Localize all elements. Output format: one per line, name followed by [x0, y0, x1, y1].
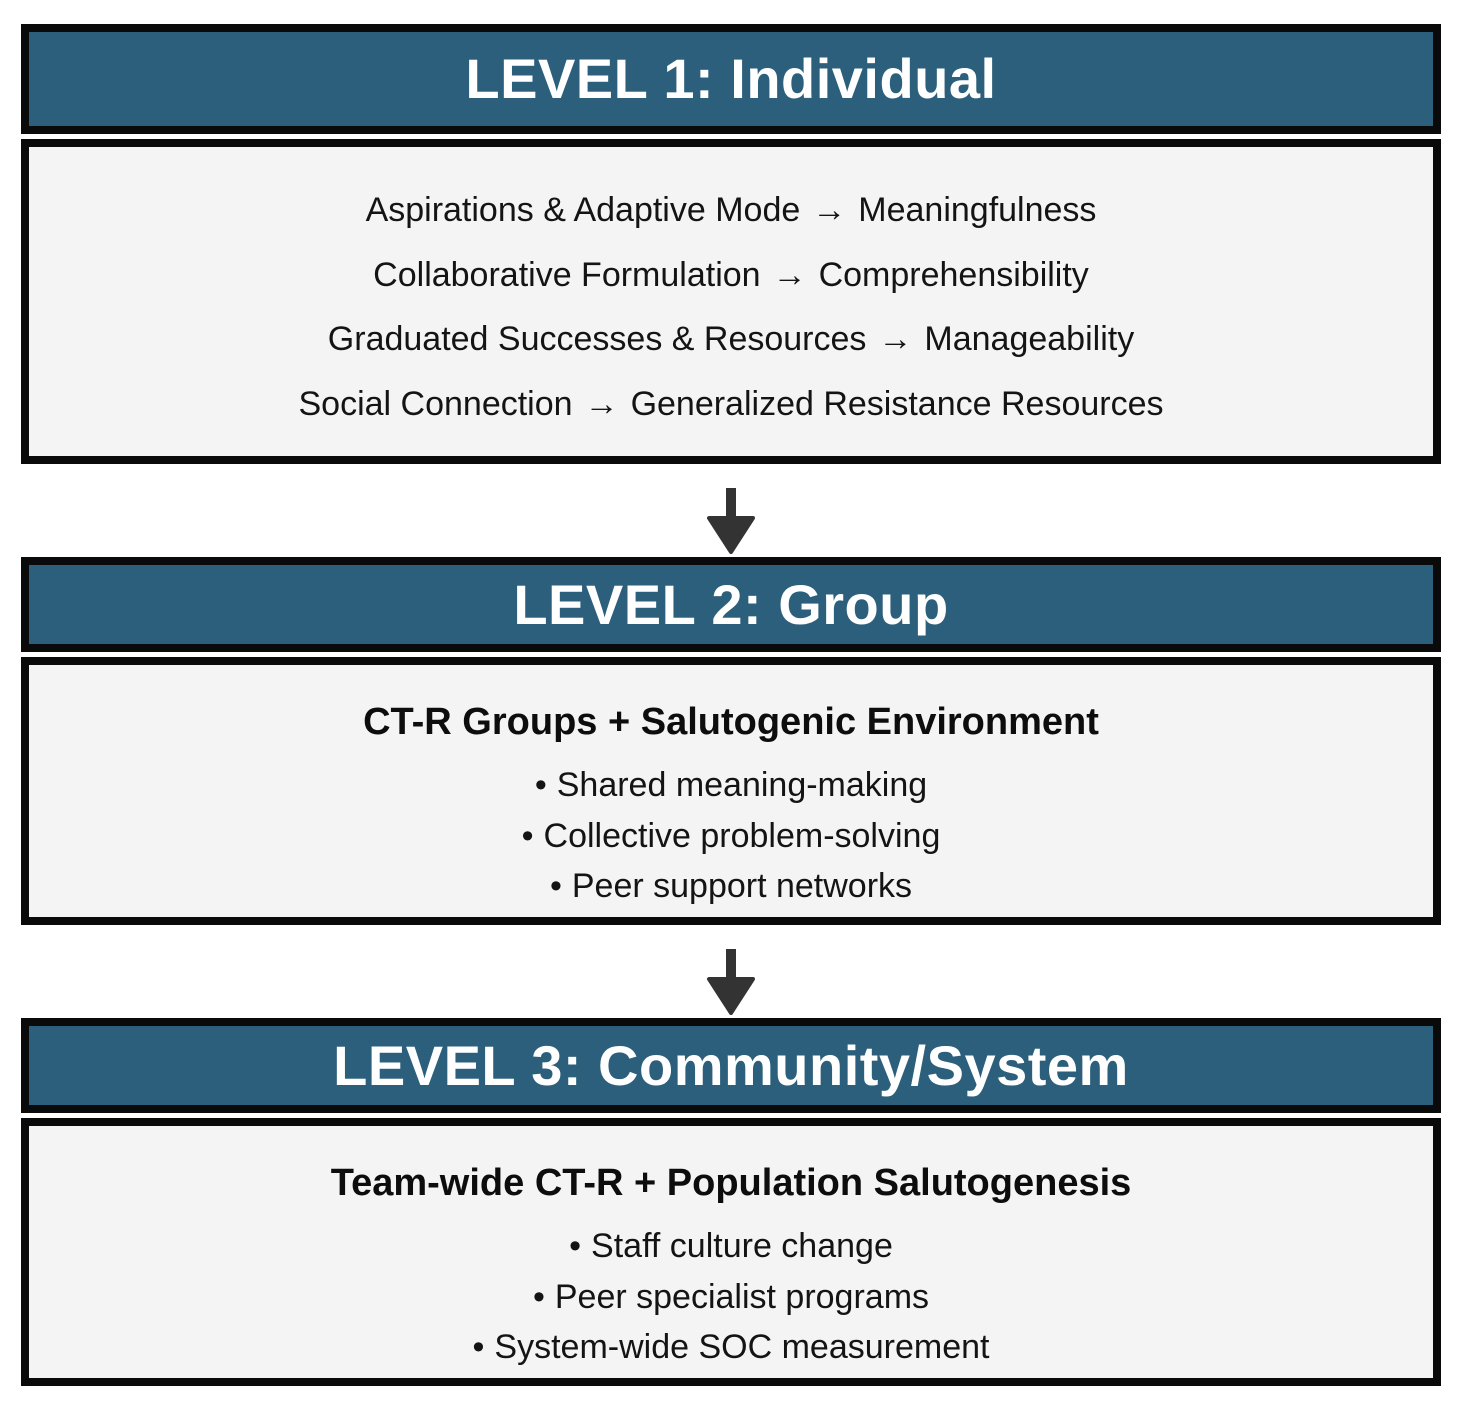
level3-title: LEVEL 3: Community/System	[333, 1033, 1129, 1097]
level1-row-1-left: Aspirations & Adaptive Mode	[365, 191, 801, 229]
level2-bullet-1	[29, 768, 1433, 802]
level3-bullet-1-text: Staff culture change	[591, 1227, 893, 1265]
right-arrow-icon: →	[878, 320, 913, 358]
level1-body	[21, 139, 1441, 464]
level3-bullet-1	[29, 1229, 1433, 1263]
level1-row-3-left: Graduated Successes & Resources	[327, 320, 867, 358]
level1-row-2	[29, 258, 1433, 292]
level3-body	[21, 1118, 1441, 1386]
level2-title: LEVEL 2: Group	[513, 572, 949, 636]
level1-row-3-right: Manageability	[924, 320, 1135, 358]
level2-bullet-2	[29, 819, 1433, 853]
bullet-icon: •	[534, 766, 547, 804]
level2-bullet-2-text: Collective problem-solving	[543, 817, 941, 855]
bullet-icon: •	[532, 1278, 545, 1316]
bullet-icon: •	[521, 817, 534, 855]
level3-bullet-2-text: Peer specialist programs	[554, 1278, 930, 1316]
level1-row-4-right: Generalized Resistance Resources	[630, 385, 1164, 423]
level2-subtitle: CT-R Groups + Salutogenic Environment	[363, 701, 1099, 743]
right-arrow-icon: →	[772, 256, 807, 294]
level2-header	[21, 557, 1441, 652]
level1-header	[21, 24, 1441, 134]
bullet-icon: •	[549, 867, 562, 905]
level3-header	[21, 1018, 1441, 1113]
level1-row-1-right: Meaningfulness	[858, 191, 1097, 229]
level1-row-4-left: Social Connection	[298, 385, 573, 423]
down-arrow-icon	[705, 949, 757, 1015]
level1-row-3	[29, 322, 1433, 356]
level3-bullet-2	[29, 1280, 1433, 1314]
level1-row-4	[29, 387, 1433, 421]
bullet-icon: •	[569, 1227, 582, 1265]
level2-bullet-1-text: Shared meaning-making	[556, 766, 928, 804]
level3-bullet-3-text: System-wide SOC measurement	[494, 1328, 990, 1366]
level3-subtitle: Team-wide CT-R + Population Salutogenesis	[330, 1162, 1132, 1204]
level2-bullet-3	[29, 869, 1433, 903]
down-arrow-icon	[705, 488, 757, 554]
level1-title: LEVEL 1: Individual	[465, 47, 997, 110]
right-arrow-icon: →	[584, 385, 619, 423]
level2-bullet-3-text: Peer support networks	[571, 867, 913, 905]
level1-row-2-right: Comprehensibility	[818, 256, 1089, 294]
bullet-icon: •	[472, 1328, 485, 1366]
level1-row-2-left: Collaborative Formulation	[373, 256, 761, 294]
level2-body	[21, 657, 1441, 925]
right-arrow-icon: →	[812, 191, 847, 229]
level3-bullet-3	[29, 1330, 1433, 1364]
level1-row-1	[29, 193, 1433, 227]
